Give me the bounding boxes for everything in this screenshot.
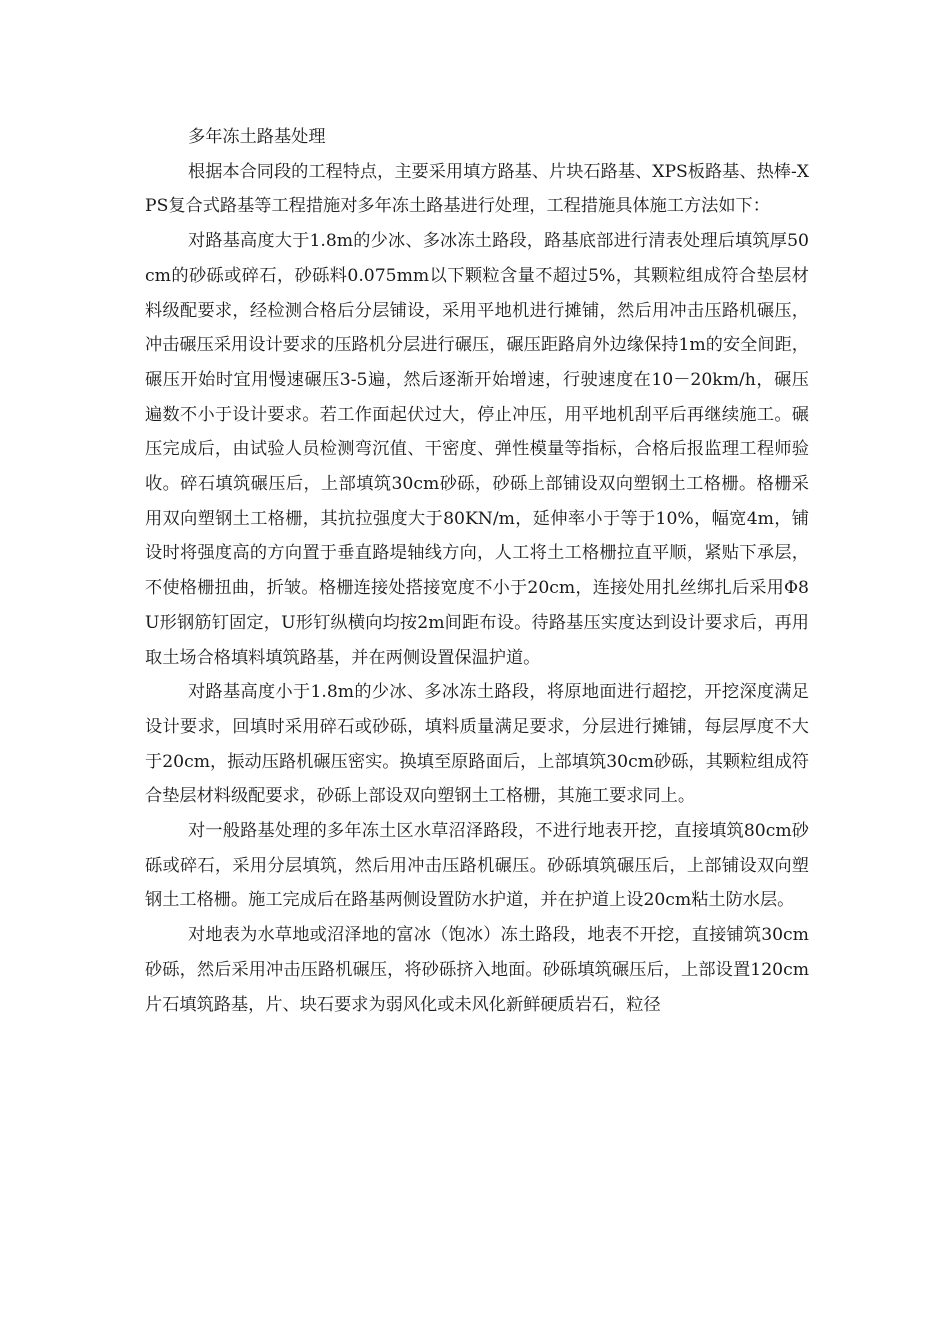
paragraph-high-embankment: 对路基高度大于1.8m的少冰、多冰冻土路段，路基底部进行清表处理后填筑厚50cm的砂砾或碎石，砂砾料0.075mm以下颗粒含量不超过5%，其颗粒组成符合垫层材料级配要求，经检测合格后分层铺设，采用平地机进行摊铺，然后用冲击压路机碾压，冲击碾压采用设计要求的压路机分层进行碾压，碾压距路肩外边缘保持1m的安全间距，碾压开始时宜用慢速碾压3-5遍，然后逐渐开始增速，行驶速度在10－20km/h，碾压遍数不小于设计要求。若工作面起伏过大，停止冲压，用平地机刮平后再继续施工。碾压完成后，由试验人员检测弯沉值、干密度、弹性模量等指标，合格后报监理工程师验收。碎石填筑碾压后，上部填筑30cm砂砾，砂砾上部铺设双向塑钢土工格栅。格栅采用双向塑钢土工格栅，其抗拉强度大于80KN/m，延伸率小于等于10%，幅宽4m，铺设时将强度高的方向置于垂直路堤轴线方向，人工将土工格栅拉直平顺，紧贴下承层，不使格栅扭曲，折皱。格栅连接处搭接宽度不小于20cm，连接处用扎丝绑扎后采用Φ8U形钢筋钉固定，U形钉纵横向均按2m间距布设。待路基压实度达到设计要求后，再用取土场合格填料填筑路基，并在两侧设置保温护道。 bbox=[145, 231, 809, 668]
paragraph-swamp-section: 对一般路基处理的多年冻土区水草沼泽路段，不进行地表开挖，直接填筑80cm砂砾或碎石，采用分层填筑，然后用冲击压路机碾压。砂砾填筑碾压后，上部铺设双向塑钢土工格栅。施工完成后在路基两侧设置防水护道，并在护道上设20cm粘土防水层。 bbox=[145, 821, 809, 911]
section-heading: 多年冻土路基处理 bbox=[188, 127, 326, 147]
paragraph-low-embankment: 对路基高度小于1.8m的少冰、多冰冻土路段，将原地面进行超挖，开挖深度满足设计要求，回填时采用碎石或砂砾，填料质量满足要求，分层进行摊铺，每层厚度不大于20cm，振动压路机碾压密实。换填至原路面后，上部填筑30cm砂砾，其颗粒组成符合垫层材料级配要求，砂砾上部设双向塑钢土工格栅，其施工要求同上。 bbox=[145, 682, 809, 807]
document-body bbox=[145, 120, 809, 1022]
paragraph-ice-rich-section: 对地表为水草地或沼泽地的富冰（饱冰）冻土路段，地表不开挖，直接铺筑30cm砂砾，然后采用冲击压路机碾压，将砂砾挤入地面。砂砾填筑碾压后，上部设置120cm片石填筑路基，片、块石要求为弱风化或未风化新鲜硬质岩石，粒径 bbox=[145, 925, 809, 1015]
paragraph-intro: 根据本合同段的工程特点，主要采用填方路基、片块石路基、XPS板路基、热棒-XPS复合式路基等工程措施对多年冻土路基进行处理，工程措施具体施工方法如下： bbox=[145, 161, 809, 217]
